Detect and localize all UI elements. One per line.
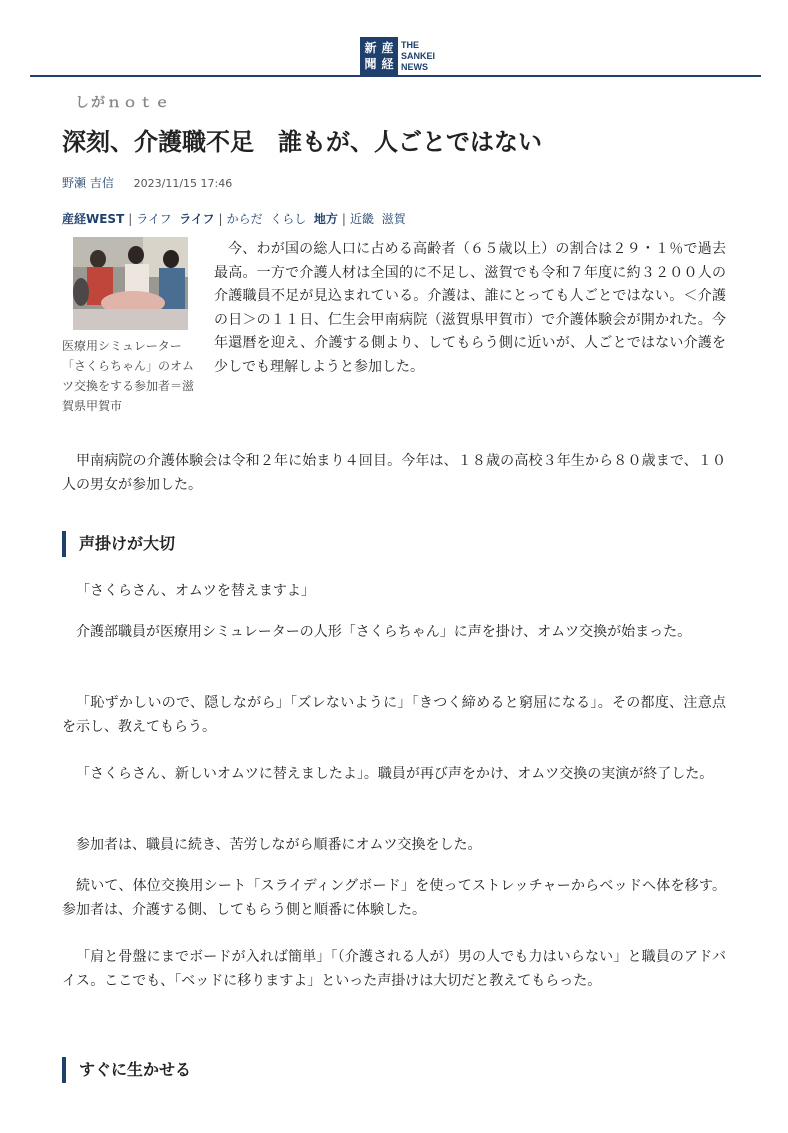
photo-caption: 医療用シミュレーター「さくらちゃん」のオムツ交換をする参加者＝滋賀県甲賀市 <box>62 339 195 413</box>
separator: | <box>218 212 223 226</box>
logo-mark <box>360 37 398 75</box>
body-paragraph: 参加者は、職員に続き、苦労しながら順番にオムツ交換をした。 <box>76 837 482 853</box>
category-link[interactable]: ライフ <box>136 212 172 226</box>
logo-wordmark <box>401 40 435 73</box>
body-paragraph: 介護部職員が医療用シミュレーターの人形「さくらちゃん」に声を掛け、オムツ交換が始まった。 <box>76 624 692 640</box>
separator: | <box>128 212 133 226</box>
logo-char: 産 <box>381 41 394 55</box>
logo-char: 新 <box>364 41 377 55</box>
series-label[interactable]: しがｎｏｔｅ <box>75 95 171 111</box>
category-link[interactable]: ライフ <box>179 212 215 226</box>
body-paragraph: 「恥ずかしいので、隠しながら」「ズレないように」「きつく締めると窮屈になる」。その都度、注意点を示し、教えてもらう。 <box>62 695 726 735</box>
body-paragraph: 「さくらさん、新しいオムツに替えましたよ」。職員が再び声をかけ、オムツ交換の実演が終了した。 <box>76 766 714 782</box>
section-heading: 声掛けが大切 <box>62 531 726 557</box>
separator: | <box>341 212 346 226</box>
byline <box>62 174 232 191</box>
logo-char: 聞 <box>364 57 377 71</box>
category-link[interactable]: 地方 <box>313 212 338 226</box>
logo-line: THE <box>401 39 419 50</box>
logo-line: NEWS <box>401 61 428 72</box>
body-paragraph: 「さくらさん、オムツを替えますよ」 <box>76 583 315 599</box>
category-link[interactable]: からだ <box>226 212 263 226</box>
body-paragraph: 「肩と骨盤にまでボードが入れば簡単」「（介護される人が）男の人でも力はいらない」と職員のアドバイス。ここでも、「ベッドに移りますよ」といった声掛けは大切だと教えてもらった。 <box>62 949 726 989</box>
category-link[interactable]: 産経WEST <box>62 212 125 226</box>
photo-illustration <box>73 237 188 330</box>
logo-line: SANKEI <box>401 50 436 61</box>
body-paragraph: 甲南病院の介護体験会は令和２年に始まり４回目。今年は、１８歳の高校３年生から８０歳まで、１０人の男女が参加した。 <box>62 453 726 493</box>
body-paragraph: 続いて、体位交換用シート「スライディングボード」を使ってストレッチャーからベッドへ体を移す。参加者は、介護する側、してもらう側と順番に体験した。 <box>62 878 726 918</box>
headline: 深刻、介護職不足 誰もが、人ごとではない <box>62 128 542 156</box>
masthead <box>0 0 788 78</box>
publish-date: 2023/11/15 17:46 <box>133 177 233 190</box>
article-photo[interactable] <box>73 237 188 330</box>
category-link[interactable]: 滋賀 <box>381 212 406 226</box>
logo-char: 経 <box>381 57 394 71</box>
category-link[interactable]: 近畿 <box>349 212 374 226</box>
author-name[interactable]: 野瀬 吉信 <box>62 176 114 190</box>
sankei-logo[interactable] <box>360 37 435 75</box>
lead-paragraph: 今、わが国の総人口に占める高齢者（６５歳以上）の割合は２９・１％で過去最高。一方で介護人材は全国的に不足し、滋賀でも令和７年度に約３２００人の介護職員不足が見込まれている。介護は、誰にとっても人ごとではない。＜介護の日＞の１１日、仁生会甲南病院（滋賀県甲賀市）で介護体験会が開かれた。今年還暦を迎え、介護する側より、してもらう側に近いが、人ごとではない介護を少しでも理解しようと参加した。 <box>214 241 726 375</box>
category-links <box>62 210 406 227</box>
masthead-divider <box>30 75 761 77</box>
section-heading: すぐに生かせる <box>62 1057 726 1083</box>
category-link[interactable]: くらし <box>270 212 307 226</box>
